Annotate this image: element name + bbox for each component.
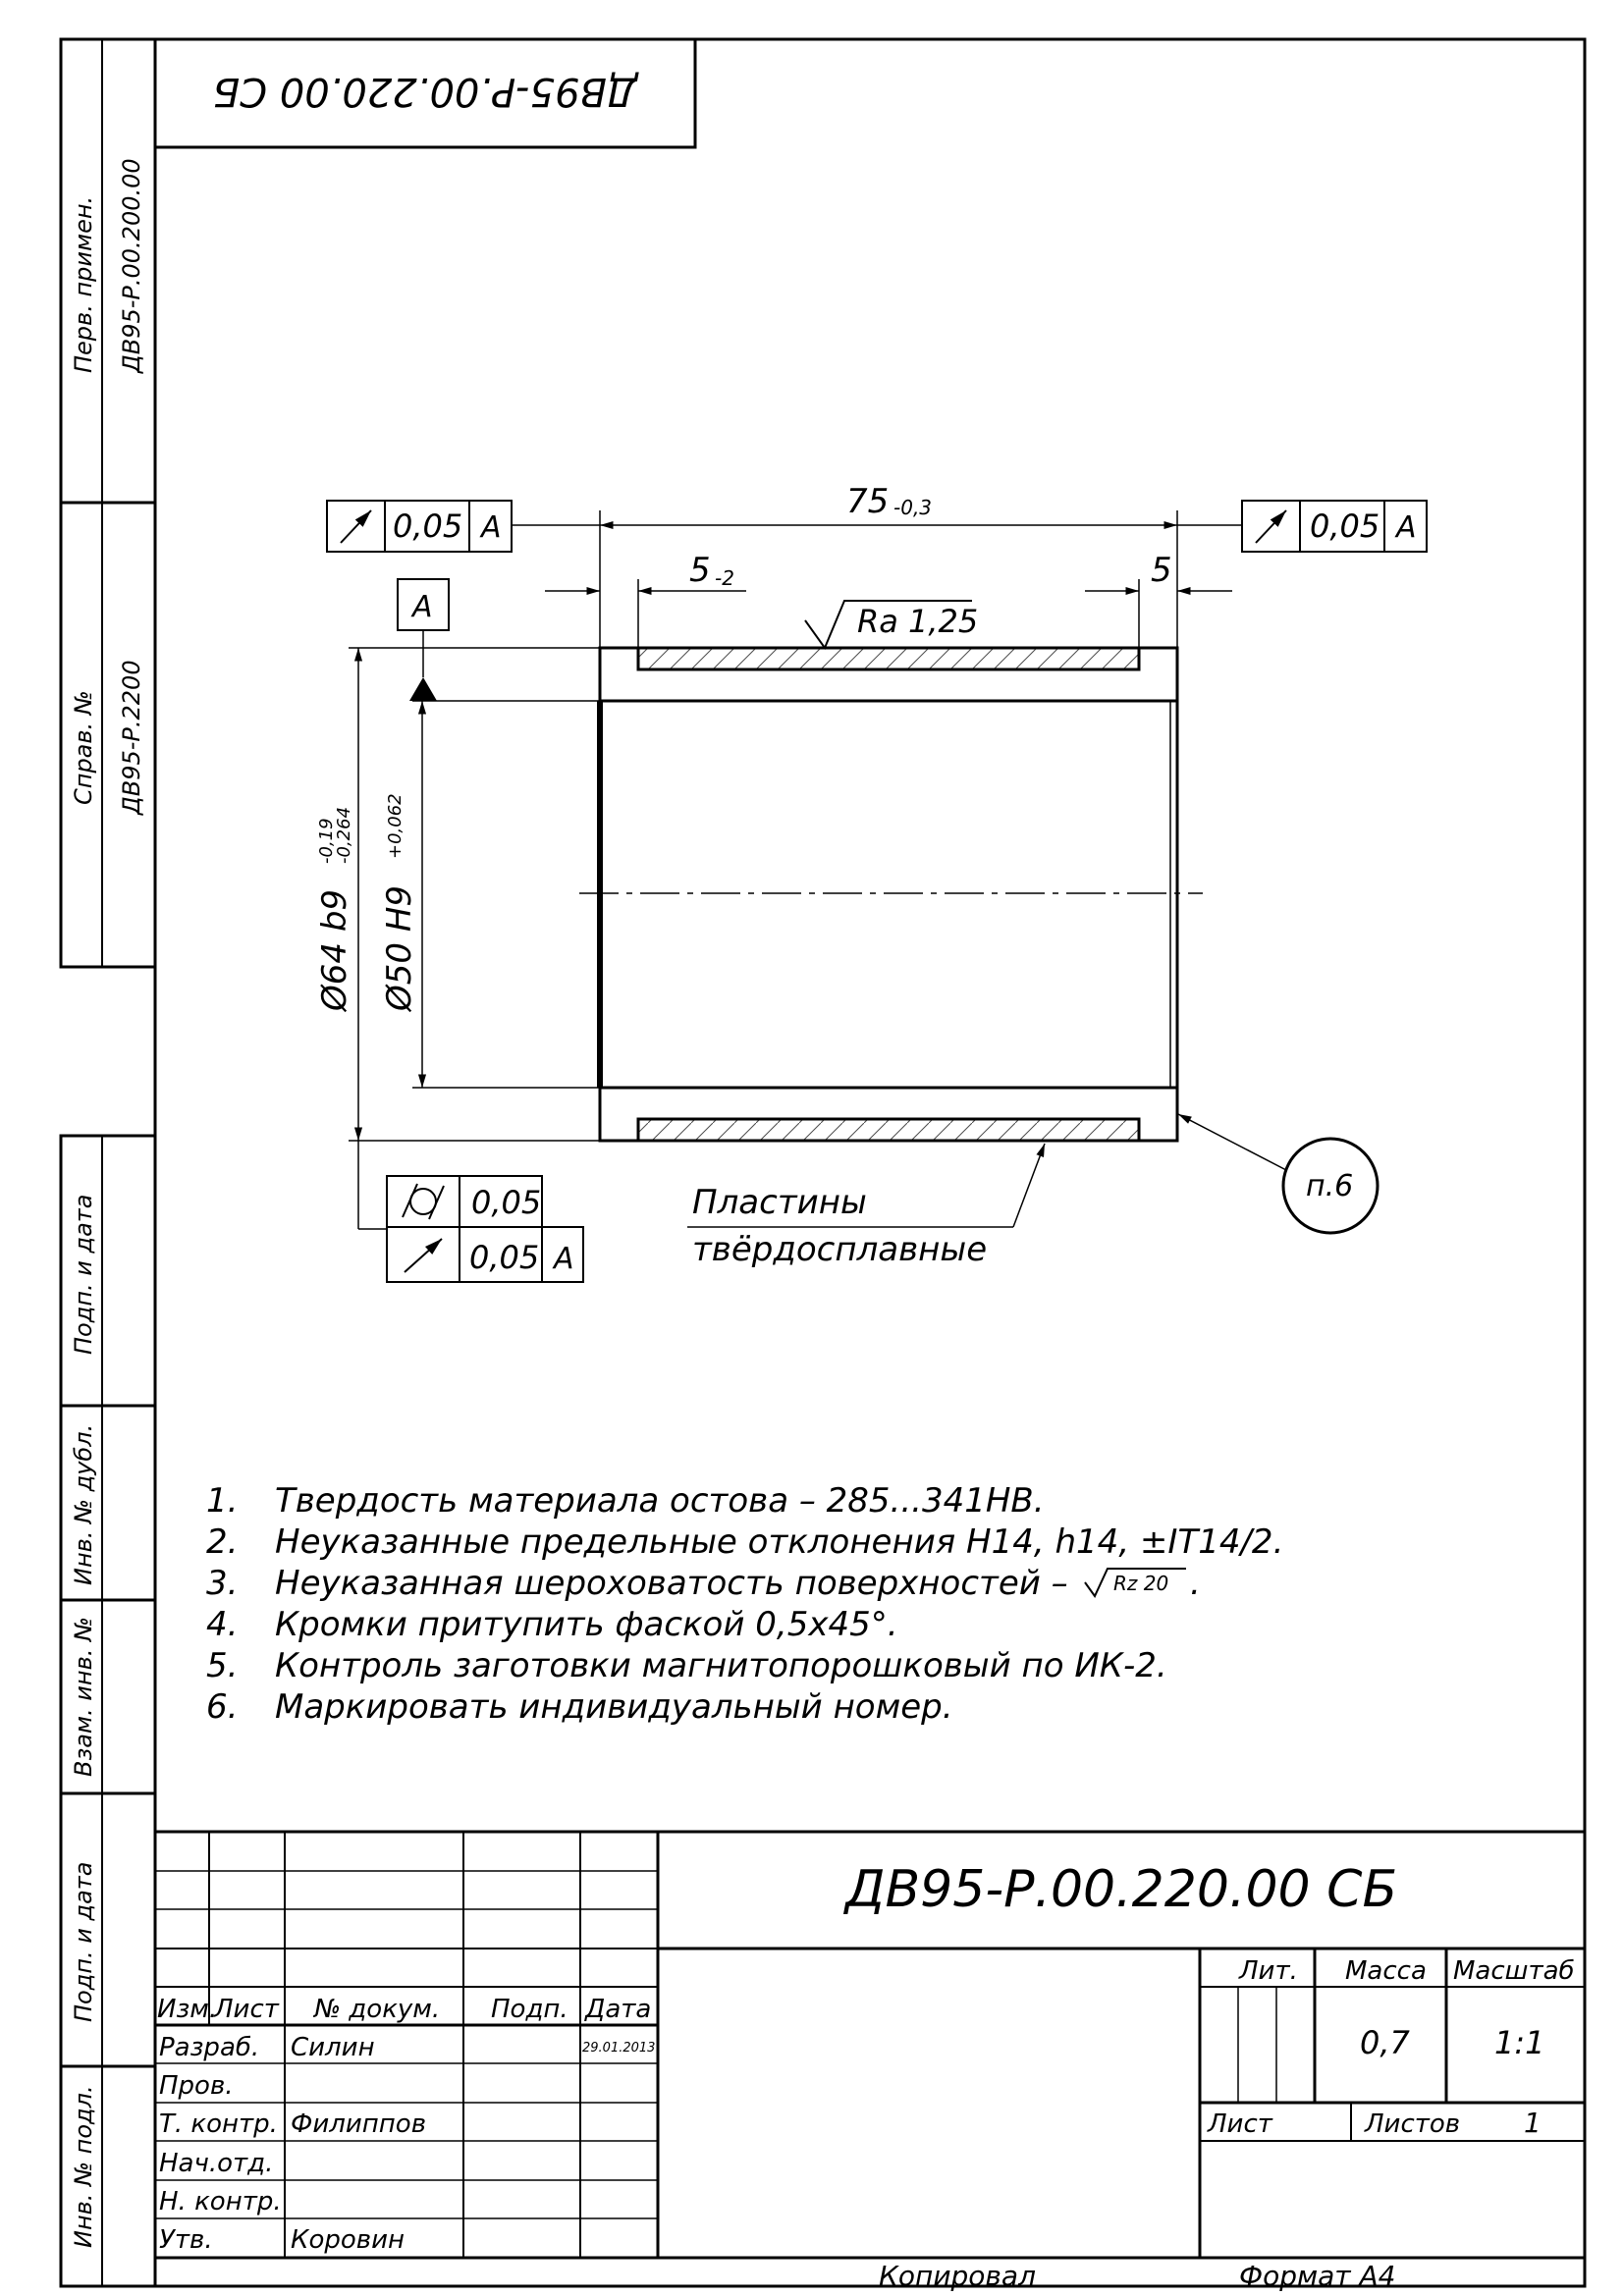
dim-left-small — [545, 551, 746, 648]
datum-a-label: A — [412, 590, 433, 624]
utv-label: Утв. — [159, 2225, 213, 2255]
note-4-text: Кромки притупить фаской 0,5х45°. — [275, 1605, 898, 1644]
h-izm: Изм. — [157, 1995, 218, 2024]
roughness-value: Ra 1,25 — [857, 603, 979, 640]
title-block-text — [157, 1860, 1575, 2255]
dim-left-small-value: 5 — [689, 551, 711, 590]
tkontr-label: Т. контр. — [159, 2109, 278, 2139]
dim-diameters — [315, 648, 600, 1173]
massa-label: Масса — [1345, 1956, 1427, 1986]
masshtab-value: 1:1 — [1494, 2024, 1545, 2061]
tkontr-name: Филиппов — [291, 2109, 427, 2139]
tol-left-datum: A — [481, 510, 502, 545]
dim-right-small — [1085, 551, 1232, 648]
h-podp: Подп. — [491, 1995, 568, 2024]
tol-runout-value: 0,05 — [469, 1239, 540, 1276]
perv-primen-label: Перв. примен. — [70, 195, 97, 373]
note-2-text: Неуказанные предельные отклонения H14, h14, ±IT14/2. — [275, 1522, 1284, 1562]
note-3-roughness-icon — [1085, 1564, 1201, 1603]
leader-label-1: Пластины — [692, 1183, 867, 1222]
podp-data-label-2: Подп. и дата — [70, 1861, 97, 2022]
datum-a — [398, 579, 449, 701]
h-data: Дата — [585, 1995, 652, 2024]
razrab-label: Разраб. — [159, 2033, 260, 2062]
leader-label-2: твёрдосплавные — [692, 1230, 988, 1269]
podp-data-label-1: Подп. и дата — [70, 1194, 97, 1355]
nkontr-label: Н. контр. — [159, 2187, 282, 2216]
note-4-num: 4. — [206, 1605, 239, 1644]
cylindricity-icon — [403, 1184, 444, 1219]
sprav-label: Справ. № — [70, 690, 97, 805]
razrab-name: Силин — [291, 2033, 375, 2062]
tolerance-frame-right — [1242, 501, 1427, 552]
roughness-symbol — [805, 601, 978, 648]
top-stamp-text: ДВ95-Р.00.220.00 СБ — [212, 69, 638, 114]
list-label: Лист — [1208, 2109, 1272, 2139]
dia-inner-tol: +0,062 — [385, 793, 406, 859]
dim-length-value: 75 — [846, 482, 890, 521]
inv-dubl-label: Инв. № дубл. — [70, 1423, 97, 1585]
tolerance-frame-left — [327, 501, 512, 552]
note-5-num: 5. — [206, 1646, 239, 1685]
vzam-inv-label: Взам. инв. № — [70, 1617, 97, 1777]
note-2-num: 2. — [206, 1522, 239, 1562]
tol-right-datum: A — [1396, 510, 1417, 545]
footer-kopiroval: Копировал — [879, 2260, 1036, 2292]
note-3-num: 3. — [206, 1564, 239, 1603]
dim-right-small-value: 5 — [1151, 551, 1172, 590]
dia-outer-tol-upper: -0,19 — [316, 818, 337, 864]
note-6-num: 6. — [206, 1687, 239, 1727]
part-section — [579, 648, 1203, 1141]
razrab-date: 29.01.2013 — [582, 2041, 656, 2056]
note-1-num: 1. — [206, 1481, 239, 1521]
lit-label: Лит. — [1239, 1956, 1298, 1986]
note-5-text: Контроль заготовки магнитопорошковый по ИК-2. — [275, 1646, 1167, 1685]
note-ref-label: п.6 — [1306, 1169, 1354, 1203]
listov-label: Листов — [1365, 2109, 1461, 2139]
perv-primen-value: ДВ95-Р.00.200.00 — [118, 158, 145, 373]
listov-value: 1 — [1524, 2107, 1542, 2139]
inv-podl-label: Инв. № подл. — [70, 2085, 97, 2248]
top-stamp — [155, 39, 695, 147]
massa-value: 0,7 — [1360, 2024, 1410, 2061]
leader-note-ref — [1178, 1114, 1378, 1233]
nachotd-label: Нач.отд. — [159, 2149, 274, 2178]
footer-format: Формат А4 — [1239, 2260, 1396, 2292]
dia-outer-value: Ø64 b9 — [315, 888, 354, 1011]
note-3-period: . — [1190, 1564, 1201, 1603]
tolerance-frames-bottom — [358, 1173, 583, 1282]
note-6-text: Маркировать индивидуальный номер. — [275, 1687, 953, 1727]
side-strip — [70, 158, 145, 2248]
notes-list — [206, 1481, 1283, 1727]
dia-outer-tol-lower: -0,264 — [334, 806, 354, 864]
designation: ДВ95-Р.00.220.00 СБ — [844, 1860, 1398, 1919]
tol-cyl-value: 0,05 — [471, 1184, 542, 1221]
tol-left-value: 0,05 — [393, 507, 463, 545]
dim-left-small-tol: -2 — [715, 566, 734, 590]
dia-inner-value: Ø50 H9 — [380, 884, 419, 1011]
h-dokum: № докум. — [314, 1995, 441, 2024]
tol-runout-datum: A — [554, 1242, 574, 1276]
tol-right-value: 0,05 — [1310, 507, 1380, 545]
note-1-text: Твердость материала остова – 285...341НВ. — [275, 1481, 1045, 1521]
dim-length-tol: -0,3 — [893, 496, 933, 519]
note-3-roughness: Rz 20 — [1113, 1572, 1169, 1595]
h-list: Лист — [214, 1995, 279, 2024]
masshtab-label: Масштаб — [1453, 1956, 1575, 1986]
sprav-value: ДВ95-Р.2200 — [118, 660, 145, 815]
prov-label: Пров. — [159, 2071, 234, 2101]
note-3-text: Неуказанная шероховатость поверхностей – — [275, 1564, 1068, 1603]
utv-name: Коровин — [291, 2225, 405, 2255]
leader-plates — [687, 1144, 1045, 1269]
